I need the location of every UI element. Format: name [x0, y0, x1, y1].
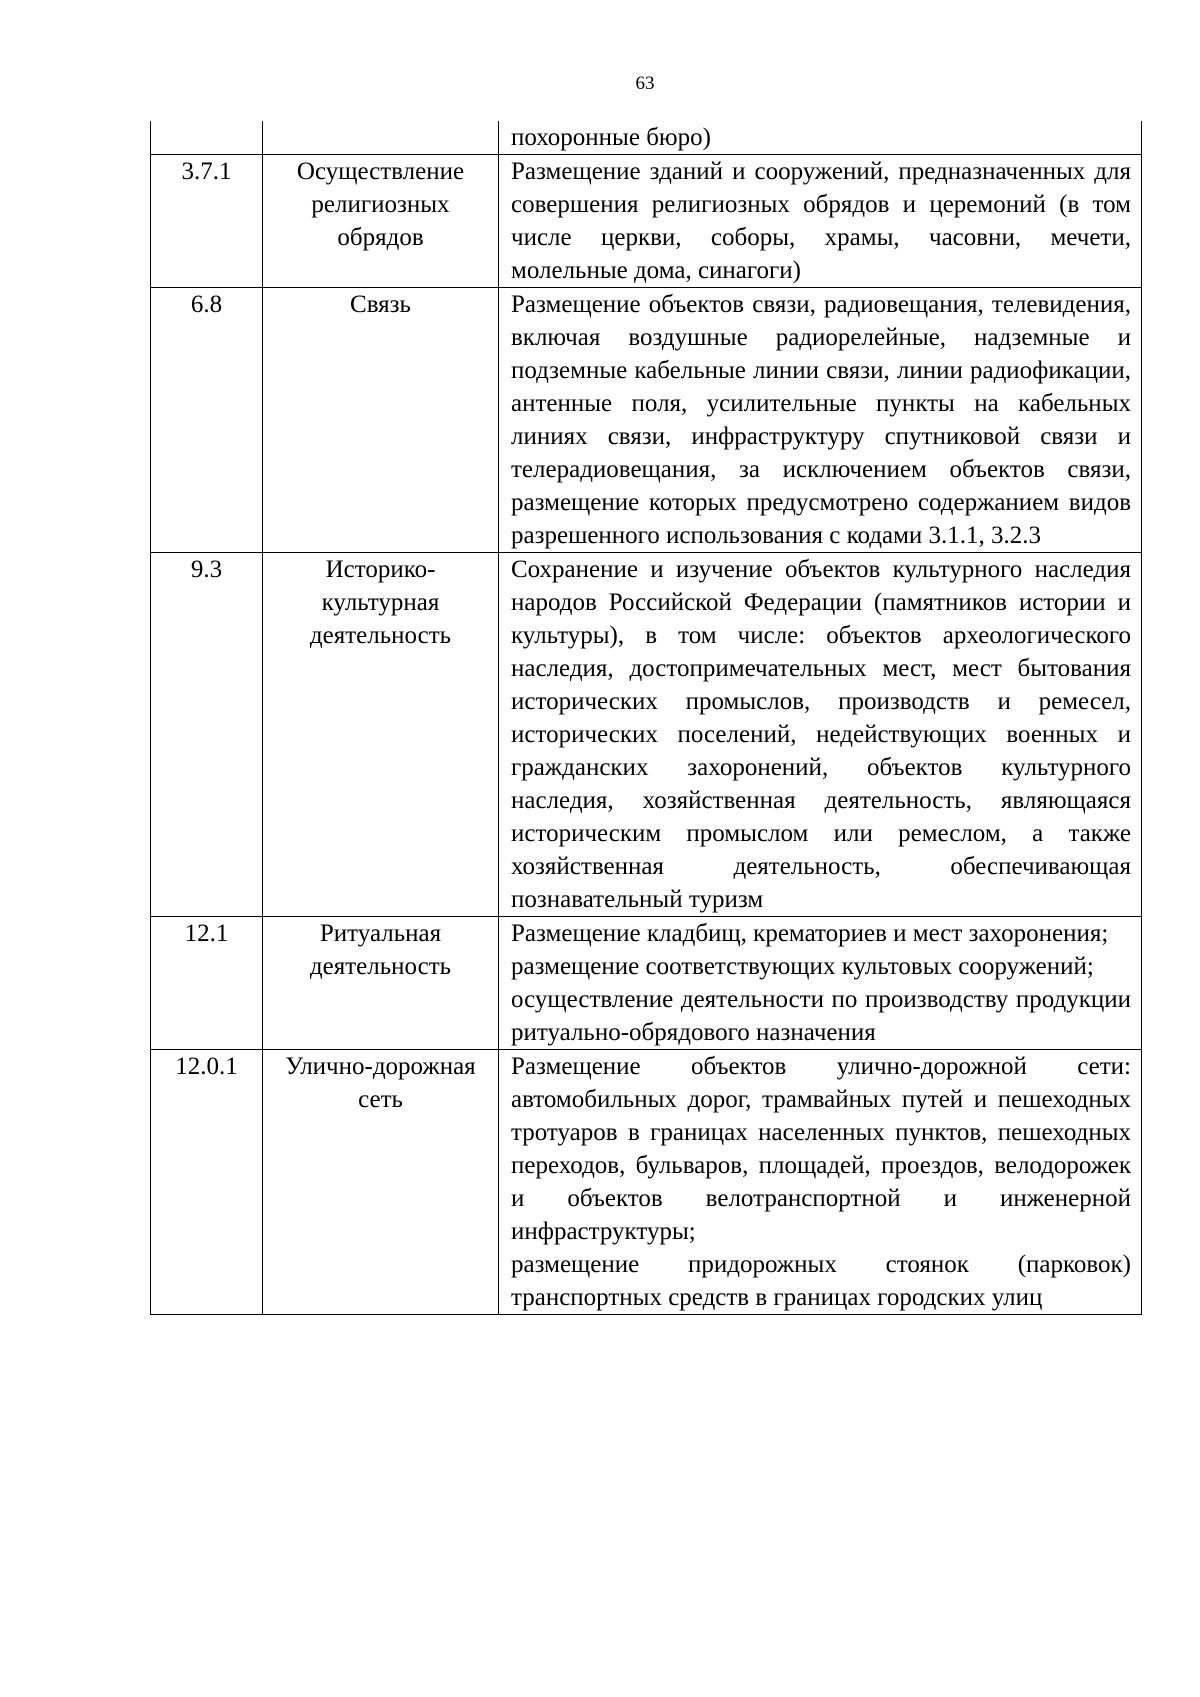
description-cell: [499, 917, 1142, 1050]
description-paragraph: похоронные бюро): [511, 124, 711, 151]
name-cell: Осуществление религиозных обрядов: [263, 155, 499, 288]
land-use-table: [150, 121, 1142, 1315]
name-cell: Связь: [263, 288, 499, 553]
code-cell: 3.7.1: [151, 155, 263, 288]
description-paragraph: размещение соответствующих культовых сооружений;: [511, 953, 1094, 980]
description-paragraph: Размещение объектов улично-дорожной сети: автомобильных дорог, трамвайных путей и пешеходных тротуаров в границах населенных пунктов, пешеходных переходов, бульваров, площадей, проездов, велодорожек и объектов велотранспортной и инженерной инфраструктуры;: [511, 1053, 1131, 1245]
description-paragraph: размещение придорожных стоянок (парковок) транспортных средств в границах городских улиц: [511, 1251, 1131, 1311]
description-cell: [499, 288, 1142, 553]
code-cell: 12.1: [151, 917, 263, 1050]
description-paragraph: Размещение кладбищ, крематориев и мест захоронения;: [511, 920, 1109, 947]
table-row: [151, 288, 1142, 553]
description-cell: [499, 1050, 1142, 1315]
description-paragraph: Размещение зданий и сооружений, предназначенных для совершения религиозных обрядов и церемоний (в том числе церкви, соборы, храмы, часовни, мечети, молельные дома, синагоги): [511, 158, 1131, 284]
page-number: 63: [635, 73, 655, 94]
description-cell: [499, 155, 1142, 288]
description-paragraph: Размещение объектов связи, радиовещания, телевидения, включая воздушные радиорелейные, надземные и подземные кабельные линии связи, линии радиофикации, антенные поля, усилительные пункты на кабельных линиях связи, инфраструктуру спутниковой связи и телерадиовещания, за исключением объектов связи, размещение которых предусмотрено содержанием видов разрешенного использования с кодами 3.1.1, 3.2.3: [511, 291, 1131, 549]
description-cell: [499, 121, 1142, 155]
name-cell: Улично-дорожная сеть: [263, 1050, 499, 1315]
code-cell: 6.8: [151, 288, 263, 553]
description-cell: [499, 553, 1142, 917]
name-cell: Историко-культурная деятельность: [263, 553, 499, 917]
table-row: [151, 1050, 1142, 1315]
description-paragraph: Сохранение и изучение объектов культурного наследия народов Российской Федерации (памятников истории и культуры), в том числе: объектов археологического наследия, достопримечательных мест, мест бытования исторических промыслов, производств и ремесел, исторических поселений, недействующих военных и гражданских захоронений, объектов культурного наследия, хозяйственная деятельность, являющаяся историческим промыслом или ремеслом, а также хозяйственная деятельность, обеспечивающая познавательный туризм: [511, 556, 1131, 913]
name-cell: Ритуальная деятельность: [263, 917, 499, 1050]
code-cell: 12.0.1: [151, 1050, 263, 1315]
table-row: [151, 917, 1142, 1050]
table-row: [151, 553, 1142, 917]
code-cell: 9.3: [151, 553, 263, 917]
name-cell: [263, 121, 499, 155]
description-paragraph: осуществление деятельности по производству продукции ритуально-обрядового назначения: [511, 986, 1131, 1046]
code-cell: [151, 121, 263, 155]
table-row: [151, 121, 1142, 155]
table-row: [151, 155, 1142, 288]
